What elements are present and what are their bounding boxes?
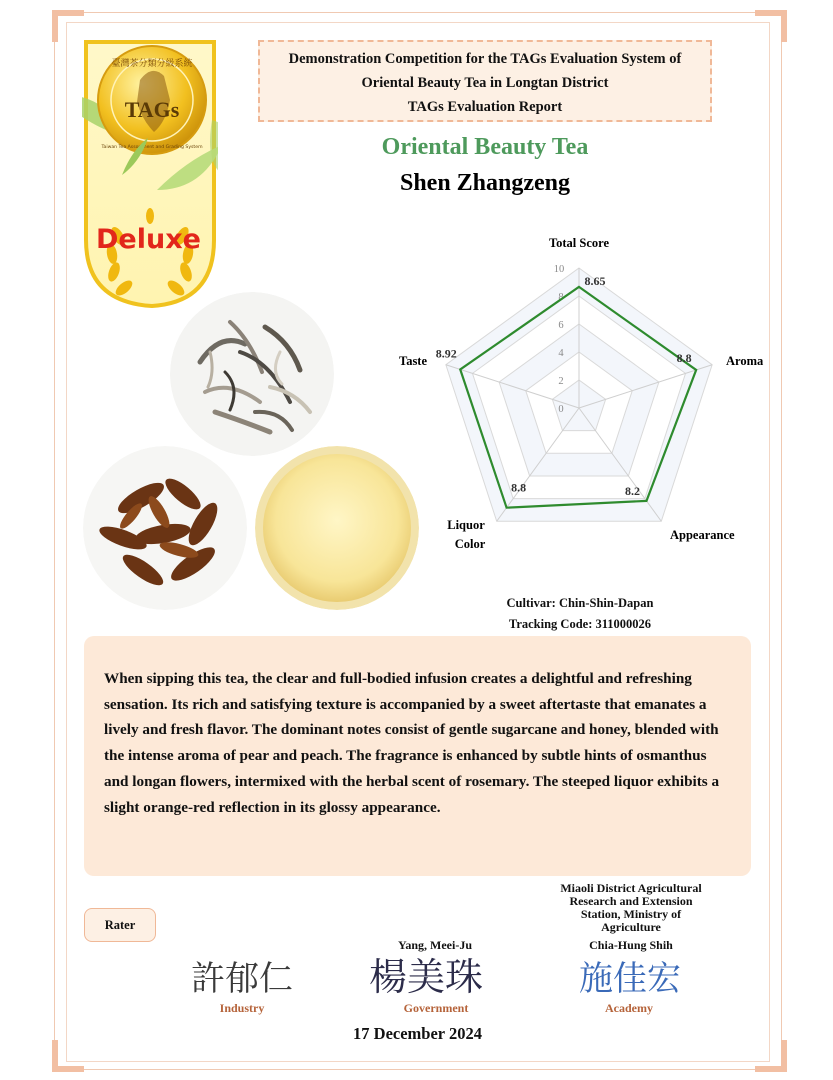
- axis-label-appearance: Appearance: [670, 528, 735, 542]
- svg-text:施佳宏: 施佳宏: [579, 959, 681, 999]
- tea-name: Oriental Beauty Tea: [381, 134, 589, 160]
- radar-tick-label: 6: [558, 320, 564, 331]
- dry-leaves-photo: [170, 292, 334, 456]
- producer-name: Shen Zhangzeng: [399, 170, 571, 196]
- header-line-3: TAGs Evaluation Report: [407, 99, 563, 115]
- score-radar-chart: [380, 230, 780, 560]
- corner-ornament: [755, 1040, 787, 1072]
- government-rater-name: Yang, Meei-Ju: [398, 938, 472, 952]
- radar-value-label: 8.2: [624, 483, 640, 498]
- tasting-description-panel: [84, 636, 751, 876]
- academy-signature: [552, 952, 708, 1004]
- svg-text:楊美珠: 楊美珠: [368, 955, 484, 999]
- report-header: [258, 40, 712, 122]
- tags-badge: [82, 40, 218, 308]
- cultivar-info: [450, 593, 710, 635]
- academy-organization: [540, 882, 722, 934]
- header-line-2: Oriental Beauty Tea in Longtan District: [361, 75, 609, 91]
- tasting-description: When sipping this tea, the clear and full-bodied infusion creates a delightful and refreshing sensation. Its rich and satisfying texture is accompanied by a sweet aftertaste that emanates a lively and fresh flavor. The dominant notes consist of gentle sugarcane and honey, blended with the intense aroma of pear and peach. The fragrance is enhanced by subtle hints of osmanthus and longan flowers, intermixed with the herbal scent of rosemary. The steeped liquor exhibits a slight orange-red reflection in its glossy appearance.: [104, 670, 720, 816]
- radar-value-label: 8.65: [584, 273, 606, 288]
- academy-rater-name: Chia-Hung Shih: [589, 938, 673, 952]
- cultivar-text: Cultivar: Chin-Shin-Dapan: [506, 596, 654, 610]
- radar-tick-label: 4: [558, 348, 564, 359]
- radar-tick-label: 0: [558, 404, 564, 415]
- corner-ornament: [52, 1040, 84, 1072]
- org-line-2: Research and Extension: [569, 894, 693, 908]
- role-government: Government: [403, 1001, 469, 1015]
- radar-value-label: 8.8: [676, 350, 692, 365]
- axis-label-total-score: Total Score: [548, 236, 610, 250]
- svg-text:許郁仁: 許郁仁: [191, 959, 293, 999]
- radar-value-label: 8.92: [435, 346, 457, 361]
- seal-brand-text: TAGs: [124, 97, 180, 122]
- radar-tick-label: 8: [558, 292, 564, 303]
- report-date: 17 December 2024: [353, 1024, 482, 1043]
- header-line-1: Demonstration Competition for the TAGs Evaluation System of: [288, 51, 682, 67]
- role-industry: Industry: [219, 1001, 265, 1015]
- seal-bottom-text: Taiwan Tea Assortment and Grading System: [101, 145, 203, 150]
- axis-label-liquor-line1: Liquor: [447, 518, 485, 532]
- corner-ornament: [755, 10, 787, 42]
- grade-label: Deluxe: [96, 224, 201, 255]
- radar-tick-label: 10: [553, 264, 565, 275]
- infused-leaves-photo: [83, 446, 247, 610]
- radar-value-label: 8.8: [511, 480, 527, 495]
- rater-tag: Rater: [84, 908, 156, 942]
- government-signature: [360, 950, 492, 1002]
- industry-signature: [180, 952, 304, 1004]
- org-line-1: Miaoli District Agricultural: [560, 881, 702, 895]
- tracking-code: Tracking Code: 311000026: [508, 617, 652, 631]
- axis-label-liquor-line2: Color: [454, 537, 486, 551]
- seal-top-text: 臺灣茶分類分級系統: [111, 59, 193, 69]
- axis-label-taste: Taste: [399, 354, 428, 368]
- axis-label-aroma: Aroma: [726, 354, 764, 368]
- org-line-4: Agriculture: [601, 920, 661, 934]
- corner-ornament: [52, 10, 84, 42]
- radar-tick-label: 2: [558, 376, 564, 387]
- role-academy: Academy: [605, 1001, 653, 1015]
- org-line-3: Station, Ministry of: [580, 907, 682, 921]
